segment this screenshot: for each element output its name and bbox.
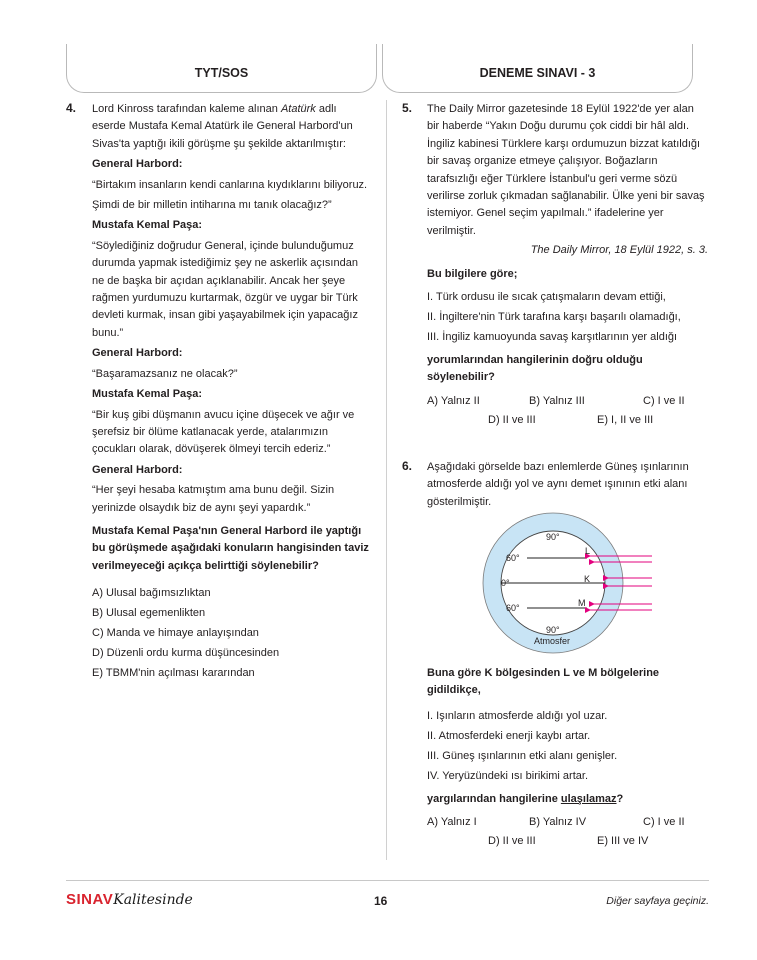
option-b[interactable]: B) Yalnız IV [529,816,587,829]
option-c[interactable]: C) I ve II [643,394,685,407]
option-b[interactable]: B) Yalnız III [529,394,585,407]
option-a[interactable]: A) Ulusal bağımsızlıktan [92,587,211,600]
option-e[interactable]: E) TBMM'nin açılması kararından [92,667,255,680]
option-d[interactable]: D) II ve III [488,835,536,848]
column-divider [386,100,387,860]
answer-row-2 [427,412,708,431]
answer-row-1 [427,814,708,833]
dialogue-line: “Her şeyi hesaba katmıştım ama bunu değil. Sizin yerinizde olsaydık biz de aynı şeyi yapardık.” [92,484,335,514]
label-90-top: 90° [546,532,560,542]
label-m: M [578,598,586,608]
label-l: L [585,546,591,556]
header-left-tab [66,44,377,93]
footer-divider [66,880,709,881]
publisher-logo [66,891,193,908]
question-6-intro: Aşağıdaki görselde bazı enlemlerde Güneş ışınlarının atmosferde aldığı yol ve aynı demet ışınının etki alanı gösterilmiştir. [427,461,689,508]
question-5-source: The Daily Mirror, 18 Eylül 1922, s. 3. [530,244,708,257]
question-4-intro: Lord Kinross tarafından kaleme alınan Atatürk adlı eserde Mustafa Kemal Atatürk ile General Harbord'un Sivas'ta yaptığı ikili görüşme şu şekilde aktarılmıştır: [92,103,353,150]
question-6-stem: yargılarından hangilerine ulaşılamaz? [427,792,624,805]
speaker-mustafa-kemal-2: Mustafa Kemal Paşa: [92,388,203,401]
speaker-harbord-3: General Harbord: [92,463,183,476]
label-60-north: 60° [506,553,520,563]
statement-i: I. Işınların atmosferde aldığı yol uzar. [427,709,608,722]
question-6-question-intro: Buna göre K bölgesinden L ve M bölgelerine gidildikçe, [427,667,660,697]
option-a[interactable]: A) Yalnız II [427,394,480,407]
option-c[interactable]: C) Manda ve himaye anlayışından [92,627,259,640]
page-number: 16 [374,894,388,908]
dialogue-line: “Birtakım insanların kendi canlarına kıydıklarını biliyoruz. [92,178,368,191]
speaker-harbord-2: General Harbord: [92,347,183,360]
logo-script: Kalitesinde [113,892,193,908]
next-page-note: Diğer sayfaya geçiniz. [606,895,709,907]
question-5-number: 5. [402,101,413,115]
option-e[interactable]: E) I, II ve III [597,413,654,426]
exam-title: DENEME SINAVI - 3 [479,66,596,80]
dialogue-line: “Söylediğiniz doğrudur General, içinde bulunduğumuz durumda yapmak istediğimiz şey ne askerlik açısından ne de başka bir açıdan açıklanabilir. Ancak her şeye rağmen yurdumuzu kurtarmak, özgür ve uygar bir Türk devleti kurmak, insan gibi yaşayabilmek için yapacağız bunu.” [92,239,358,339]
question-4-stem: Mustafa Kemal Paşa'nın General Harbord ile yaptığı bu görüşmede aşağıdaki konuların hangisinden taviz verilmeyeceği açıkça belirttiği söylenebilir? [92,524,369,572]
speaker-mustafa-kemal-1: Mustafa Kemal Paşa: [92,219,203,232]
label-90-bottom: 90° [546,625,560,635]
statement-i: I. Türk ordusu ile sıcak çatışmaların devam ettiği, [427,291,666,304]
dialogue-line: “Başaramazsanız ne olacak?” [92,367,238,380]
sun-rays-figure [470,508,685,658]
answer-row-1 [427,393,708,412]
label-k: K [584,574,591,584]
label-60-south: 60° [506,603,520,613]
label-atmosphere: Atmosfer [534,636,571,646]
dialogue-line: Şimdi de bir milletin intiharına mı tanık olacağız?” [92,199,332,212]
option-d[interactable]: D) II ve III [488,413,536,426]
question-4-number: 4. [66,101,77,115]
question-6-intro-block [427,459,708,511]
subject-title: TYT/SOS [194,66,249,80]
header-right-tab [382,44,693,93]
question-6-number: 6. [402,459,413,473]
statement-ii: II. İngiltere'nin Türk tarafına karşı başarılı olamadığı, [427,311,681,324]
speaker-harbord-1: General Harbord: [92,158,183,171]
answer-row-2 [427,833,708,852]
option-c[interactable]: C) I ve II [643,816,685,829]
statement-iii: III. Güneş ışınlarının etki alanı genişler. [427,749,618,762]
question-4 [92,101,370,683]
statement-ii: II. Atmosferdeki enerji kaybı artar. [427,729,591,742]
option-e[interactable]: E) III ve IV [597,835,649,848]
question-5-stem: yorumlarından hangilerinin doğru olduğu söylenebilir? [427,354,643,384]
statement-iv: IV. Yeryüzündeki ısı birikimi artar. [427,769,589,782]
dialogue-line: “Bir kuş gibi düşmanın avucu içine düşecek ve ağır ve şerefsiz bir ölüme katlanacak yerde, atalarımızın çocukları olarak, dövüşerek ölmeyi tercih ederiz.” [92,408,355,456]
option-d[interactable]: D) Düzenli ordu kurma düşüncesinden [92,647,280,660]
question-5-prompt: Bu bilgilere göre; [427,267,518,280]
option-a[interactable]: A) Yalnız I [427,816,477,829]
label-equator: 0° [501,578,510,588]
logo-brand: SINAV [66,891,114,908]
question-6 [427,665,708,852]
question-5 [427,101,708,431]
option-b[interactable]: B) Ulusal egemenlikten [92,607,206,620]
statement-iii: III. İngiliz kamuoyunda savaş karşıtlarının yer aldığı [427,331,678,344]
question-5-passage: The Daily Mirror gazetesinde 18 Eylül 1922'de yer alan bir haberde “Yakın Doğu durumu çok ciddi bir hâl aldı. İngiliz kabinesi Türklere karşı ordumuzun bizzat katıldığı bir savaş organize etmeye çalışıyor. Boğazların tarafsızlığı eğer Türklere İstanbul'u geri verme sözü verilirse zorluk çıkmadan sağlanabilir. Ülke yeni bir savaş istemiyor. Genel seçim yapılmalı.” ifadelerine yer verilmiştir. [427,103,705,237]
